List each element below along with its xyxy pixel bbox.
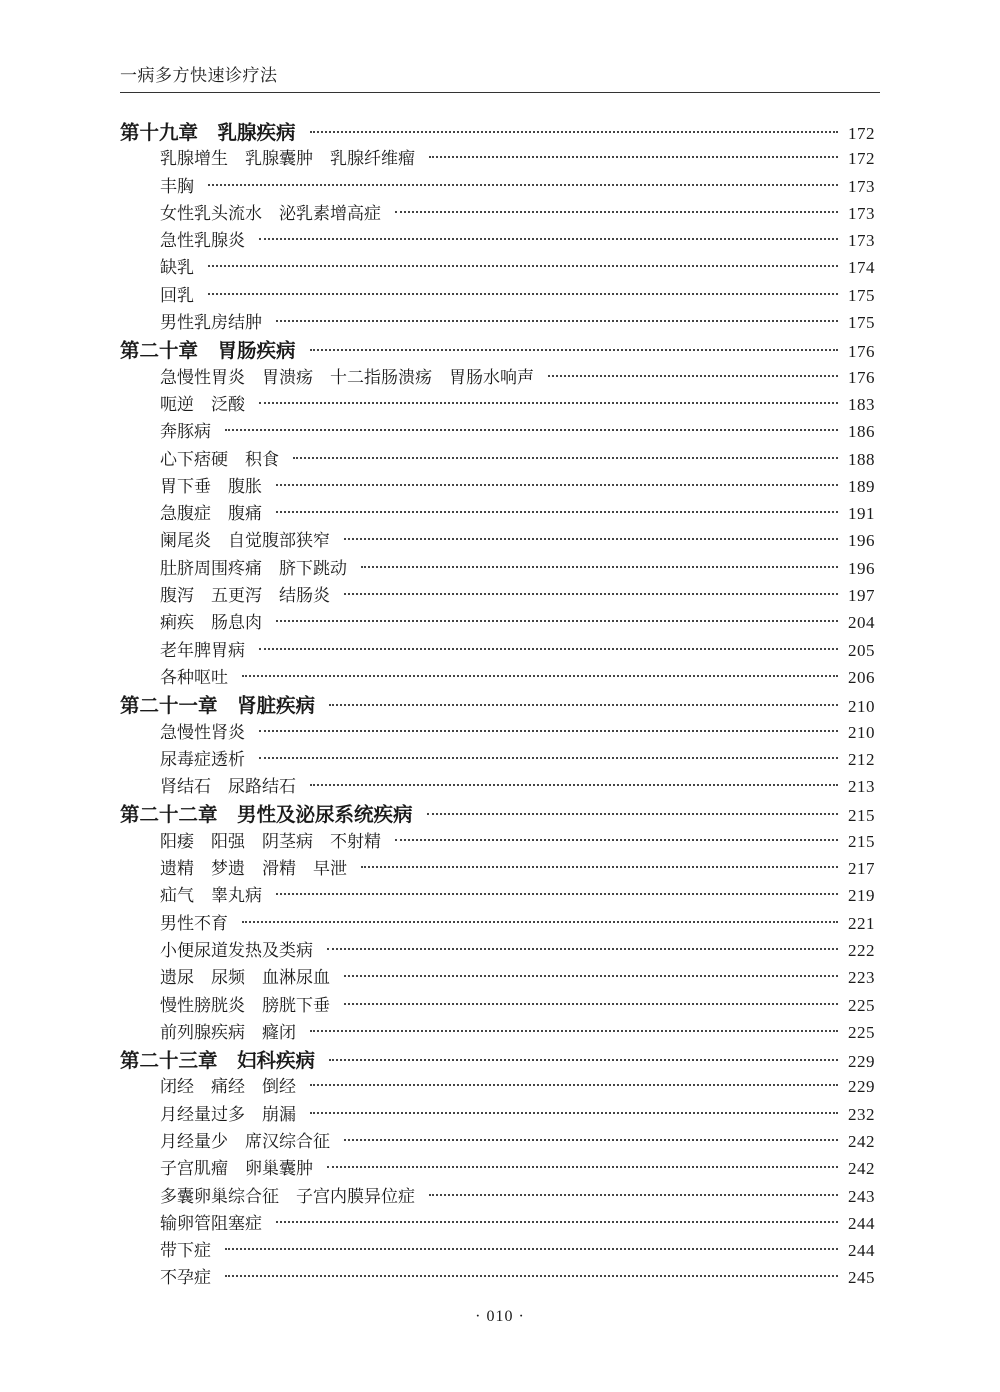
toc-entry-page: 215 [848, 831, 875, 851]
toc-entry-title: 急腹症 腹痛 [160, 504, 262, 525]
toc-entry-title: 带下症 [160, 1241, 211, 1262]
toc-entry-page: 221 [848, 913, 875, 933]
toc-entry-page: 197 [848, 586, 875, 606]
toc-entry-title: 奔豚病 [160, 422, 211, 443]
toc-section-entry [120, 963, 875, 990]
toc-entry-page: 196 [848, 558, 875, 578]
dot-leader [276, 1221, 838, 1223]
toc-entry-title: 回乳 [160, 285, 194, 306]
toc-entry-title: 第十九章 乳腺疾病 [120, 121, 296, 144]
toc-entry-title: 乳腺增生 乳腺囊肿 乳腺纤维瘤 [160, 149, 415, 170]
dot-leader [361, 566, 838, 568]
toc-entry-title: 阳痿 阳强 阴茎病 不射精 [160, 831, 381, 852]
toc-entry-title: 前列腺疾病 癃闭 [160, 1022, 296, 1043]
toc-entry-page: 186 [848, 422, 875, 442]
dot-leader [276, 484, 838, 486]
toc-section-entry [120, 1018, 875, 1045]
toc-entry-title: 遗尿 尿频 血淋尿血 [160, 968, 330, 989]
toc-entry-title: 第二十三章 妇科疾病 [120, 1049, 316, 1073]
toc-entry-page: 215 [848, 806, 875, 826]
dot-leader [276, 511, 838, 513]
toc-section-entry [120, 281, 875, 308]
toc-section-entry [120, 909, 875, 936]
dot-leader [344, 538, 838, 540]
toc-section-entry [120, 526, 875, 553]
toc-section-entry [120, 745, 875, 772]
toc-entry-page: 244 [848, 1241, 875, 1261]
toc-entry-title: 丰胸 [160, 176, 194, 197]
dot-leader [395, 211, 838, 213]
dot-leader [310, 1112, 838, 1114]
dot-leader [259, 730, 838, 732]
toc-entry-title: 阑尾炎 自觉腹部狭窄 [160, 531, 330, 552]
toc-entry-title: 各种呕吐 [160, 667, 228, 688]
toc-entry-page: 232 [848, 1104, 875, 1124]
dot-leader [429, 156, 838, 158]
toc-entry-page: 210 [848, 722, 875, 742]
dot-leader [242, 921, 838, 923]
toc-entry-page: 204 [848, 613, 875, 633]
dot-leader [259, 757, 838, 759]
toc-entry-page: 175 [848, 313, 875, 333]
toc-section-entry [120, 1127, 875, 1154]
dot-leader [429, 1194, 838, 1196]
toc-section-entry [120, 1209, 875, 1236]
dot-leader [276, 320, 838, 322]
toc-entry-page: 242 [848, 1159, 875, 1179]
toc-entry-page: 173 [848, 203, 875, 223]
toc-entry-page: 229 [848, 1077, 875, 1097]
dot-leader [293, 457, 838, 459]
toc-section-entry [120, 772, 875, 799]
dot-leader [361, 866, 838, 868]
toc-entry-title: 男性不育 [160, 913, 228, 934]
dot-leader [259, 402, 838, 404]
toc-entry-title: 小便尿道发热及类病 [160, 940, 313, 961]
toc-section-entry [120, 499, 875, 526]
dot-leader [310, 1084, 838, 1086]
dot-leader [310, 131, 838, 133]
toc-chapter-entry [120, 335, 875, 362]
toc-section-entry [120, 936, 875, 963]
toc-section-entry [120, 363, 875, 390]
toc-section-entry [120, 226, 875, 253]
toc-section-entry [120, 854, 875, 881]
dot-leader [208, 265, 838, 267]
toc-entry-title: 急慢性胃炎 胃溃疡 十二指肠溃疡 胃肠水响声 [160, 367, 534, 388]
toc-entry-title: 肚脐周围疼痛 脐下跳动 [160, 558, 347, 579]
dot-leader [344, 975, 838, 977]
toc-entry-title: 痢疾 肠息肉 [160, 613, 262, 634]
toc-entry-title: 心下痞硬 积食 [160, 449, 279, 470]
toc-entry-title: 第二十章 胃肠疾病 [120, 339, 296, 363]
toc-entry-title: 不孕症 [160, 1268, 211, 1289]
toc-entry-title: 肾结石 尿路结石 [160, 777, 296, 798]
toc-section-entry [120, 581, 875, 608]
toc-entry-title: 遗精 梦遗 滑精 早泄 [160, 859, 347, 880]
dot-leader [276, 893, 838, 895]
toc-entry-page: 205 [848, 640, 875, 660]
toc-entry-title: 老年脾胃病 [160, 640, 245, 661]
toc-chapter-entry [120, 690, 875, 717]
toc-entry-page: 213 [848, 777, 875, 797]
toc-entry-title: 急慢性肾炎 [160, 722, 245, 743]
dot-leader [310, 349, 838, 351]
toc-entry-title: 输卵管阻塞症 [160, 1213, 262, 1234]
toc-entry-title: 第二十一章 肾脏疾病 [120, 694, 316, 718]
toc-section-entry [120, 1154, 875, 1181]
toc-section-entry [120, 308, 875, 335]
toc-entry-page: 222 [848, 940, 875, 960]
toc-section-entry [120, 636, 875, 663]
dot-leader [329, 704, 838, 706]
dot-leader [344, 1139, 838, 1141]
toc-entry-page: 191 [848, 504, 875, 524]
dot-leader [395, 839, 838, 841]
dot-leader [225, 429, 838, 431]
toc-section-entry [120, 608, 875, 635]
toc-entry-page: 217 [848, 859, 875, 879]
toc-section-entry [120, 1263, 875, 1290]
toc-section-entry [120, 1072, 875, 1099]
toc-section-entry [120, 199, 875, 226]
toc-entry-page: 188 [848, 449, 875, 469]
dot-leader [310, 1030, 838, 1032]
toc-entry-page: 175 [848, 285, 875, 305]
toc-section-entry [120, 1236, 875, 1263]
toc-section-entry [120, 663, 875, 690]
toc-section-entry [120, 1100, 875, 1127]
dot-leader [344, 1003, 838, 1005]
toc-chapter-entry [120, 799, 875, 826]
toc-entry-title: 男性乳房结肿 [160, 313, 262, 334]
toc-section-entry [120, 445, 875, 472]
toc-chapter-entry [120, 1045, 875, 1072]
toc-entry-title: 慢性膀胱炎 膀胱下垂 [160, 995, 330, 1016]
toc-section-entry [120, 991, 875, 1018]
toc-section-entry [120, 718, 875, 745]
dot-leader [344, 593, 838, 595]
toc-entry-title: 第二十二章 男性及泌尿系统疾病 [120, 803, 413, 827]
toc-entry-page: 189 [848, 476, 875, 496]
toc-entry-title: 月经量过多 崩漏 [160, 1104, 296, 1125]
dot-leader [225, 1248, 838, 1250]
toc-entry-title: 女性乳头流水 泌乳素增高症 [160, 203, 381, 224]
dot-leader [225, 1275, 838, 1277]
dot-leader [310, 784, 838, 786]
toc-entry-title: 疝气 睾丸病 [160, 886, 262, 907]
toc-entry-page: 245 [848, 1268, 875, 1288]
dot-leader [259, 648, 838, 650]
toc-entry-title: 缺乳 [160, 258, 194, 279]
toc-section-entry [120, 1182, 875, 1209]
toc-entry-page: 172 [848, 124, 875, 143]
toc-entry-title: 闭经 痛经 倒经 [160, 1077, 296, 1098]
toc-entry-page: 206 [848, 667, 875, 687]
toc-section-entry [120, 253, 875, 280]
toc-section-entry [120, 144, 875, 171]
toc-entry-title: 胃下垂 腹胀 [160, 476, 262, 497]
toc-chapter-entry [120, 117, 875, 144]
dot-leader [276, 620, 838, 622]
toc-entry-title: 子宫肌瘤 卵巢囊肿 [160, 1159, 313, 1180]
toc-entry-page: 219 [848, 886, 875, 906]
toc-entry-page: 244 [848, 1213, 875, 1233]
toc-section-entry [120, 827, 875, 854]
table-of-contents [120, 117, 875, 1291]
toc-entry-page: 176 [848, 342, 875, 362]
toc-entry-title: 呃逆 泛酸 [160, 394, 245, 415]
toc-entry-page: 223 [848, 968, 875, 988]
toc-entry-title: 月经量少 席汉综合征 [160, 1131, 330, 1152]
dot-leader [548, 375, 838, 377]
toc-section-entry [120, 472, 875, 499]
toc-entry-title: 腹泻 五更泻 结肠炎 [160, 586, 330, 607]
toc-section-entry [120, 881, 875, 908]
toc-entry-page: 173 [848, 231, 875, 251]
toc-section-entry [120, 172, 875, 199]
dot-leader [208, 293, 838, 295]
dot-leader [327, 948, 838, 950]
toc-entry-page: 173 [848, 176, 875, 196]
toc-entry-page: 243 [848, 1186, 875, 1206]
toc-entry-page: 183 [848, 394, 875, 414]
toc-entry-page: 225 [848, 1022, 875, 1042]
dot-leader [427, 813, 838, 815]
toc-entry-page: 229 [848, 1052, 875, 1072]
toc-entry-page: 176 [848, 367, 875, 387]
running-header [120, 66, 880, 93]
toc-entry-page: 210 [848, 697, 875, 717]
page-number: · 010 · [475, 1308, 525, 1325]
dot-leader [329, 1059, 838, 1061]
toc-entry-page: 174 [848, 258, 875, 278]
toc-section-entry [120, 390, 875, 417]
toc-entry-title: 尿毒症透析 [160, 749, 245, 770]
dot-leader [327, 1166, 838, 1168]
toc-entry-page: 172 [848, 149, 875, 169]
toc-section-entry [120, 554, 875, 581]
dot-leader [208, 184, 838, 186]
toc-entry-title: 急性乳腺炎 [160, 231, 245, 252]
toc-entry-page: 212 [848, 749, 875, 769]
toc-entry-page: 242 [848, 1131, 875, 1151]
toc-entry-page: 196 [848, 531, 875, 551]
toc-entry-page: 225 [848, 995, 875, 1015]
dot-leader [242, 675, 838, 677]
toc-entry-title: 多囊卵巢综合征 子宫内膜异位症 [160, 1186, 415, 1207]
toc-section-entry [120, 417, 875, 444]
dot-leader [259, 238, 838, 240]
book-title: 一病多方快速诊疗法 [120, 66, 278, 86]
